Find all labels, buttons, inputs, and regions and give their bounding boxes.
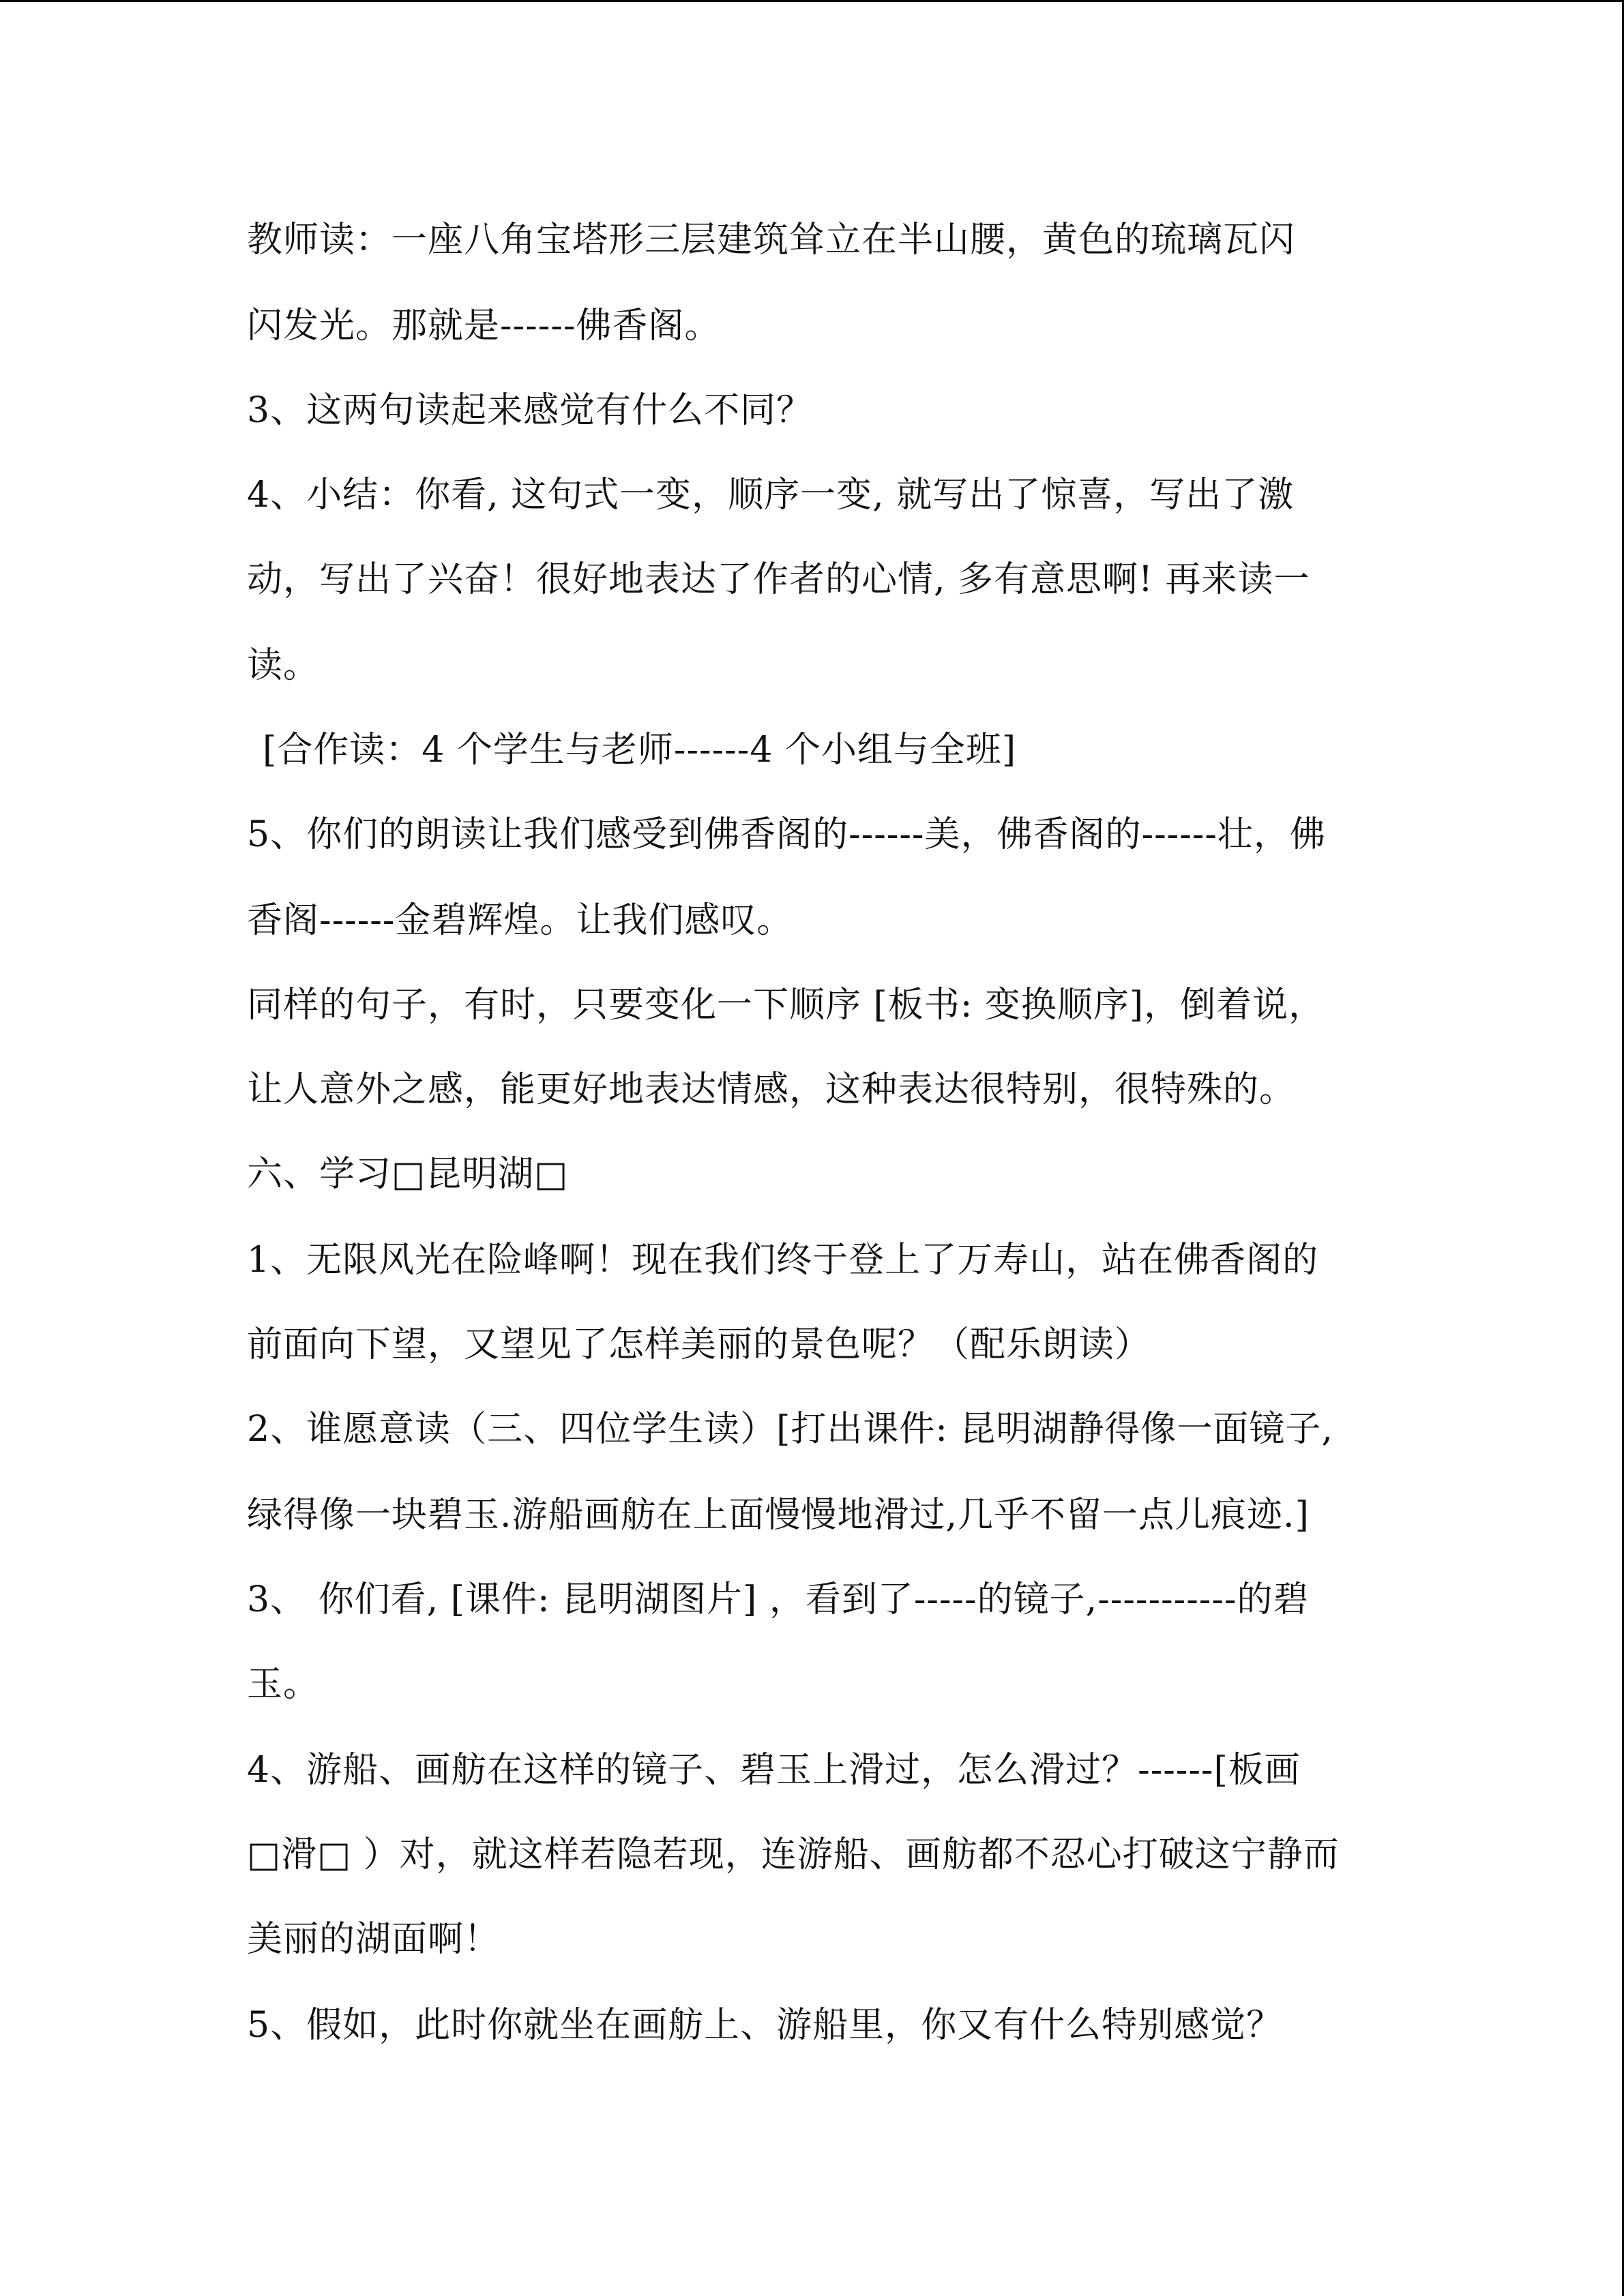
text-line: 5、你们的朗读让我们感受到佛香阁的------美，佛香阁的------壮，佛 bbox=[247, 814, 1326, 855]
text-line: 香阁------金碧辉煌。让我们感叹。 bbox=[247, 900, 793, 941]
text-line: □滑□ ）对，就这样若隐若现，连游船、画舫都不忍心打破这宁静而 bbox=[247, 1834, 1340, 1875]
text-line: 2、谁愿意读（三、四位学生读）[打出课件: 昆明湖静得像一面镜子, bbox=[247, 1409, 1333, 1450]
text-line: [合作读：4 个学生与老师------4 个小组与全班] bbox=[263, 730, 1017, 771]
text-line: 让人意外之感，能更好地表达情感，这种表达很特别，很特殊的。 bbox=[247, 1069, 1296, 1110]
text-line: 绿得像一块碧玉.游船画舫在上面慢慢地滑过,几乎不留一点儿痕迹.] bbox=[247, 1495, 1310, 1536]
text-line: 前面向下望，又望见了怎样美丽的景色呢？（配乐朗读） bbox=[247, 1324, 1151, 1365]
text-line: 玉。 bbox=[247, 1664, 320, 1705]
text-line: 教师读：一座八角宝塔形三层建筑耸立在半山腰，黄色的琉璃瓦闪 bbox=[247, 220, 1296, 260]
text-line: 1、无限风光在险峰啊！现在我们终于登上了万寿山，站在佛香阁的 bbox=[247, 1240, 1319, 1281]
text-line: 5、假如，此时你就坐在画舫上、游船里，你又有什么特别感觉？ bbox=[247, 2005, 1283, 2046]
text-line: 闪发光。那就是------佛香阁。 bbox=[247, 305, 721, 346]
text-line: 4、游船、画舫在这样的镜子、碧玉上滑过，怎么滑过？------[板画 bbox=[247, 1750, 1301, 1791]
text-line: 3、这两句读起来感觉有什么不同？ bbox=[247, 390, 813, 431]
text-line: 4、小结：你看, 这句式一变，顺序一变, 就写出了惊喜，写出了激 bbox=[247, 475, 1295, 516]
page-border-top bbox=[0, 0, 1624, 2]
text-line: 美丽的湖面啊！ bbox=[247, 1919, 501, 1960]
text-line: 读。 bbox=[247, 645, 320, 686]
text-line: 动，写出了兴奋！很好地表达了作者的心情, 多有意思啊! 再来读一 bbox=[247, 559, 1310, 600]
text-line: 同样的句子，有时，只要变化一下顺序 [板书: 变换顺序]，倒着说， bbox=[247, 985, 1325, 1026]
section-heading: 六、学习□昆明湖□ bbox=[247, 1154, 569, 1195]
text-line: 3、 你们看, [课件: 昆明湖图片] ，看到了-----的镜子,-----------的碧 bbox=[247, 1579, 1310, 1620]
